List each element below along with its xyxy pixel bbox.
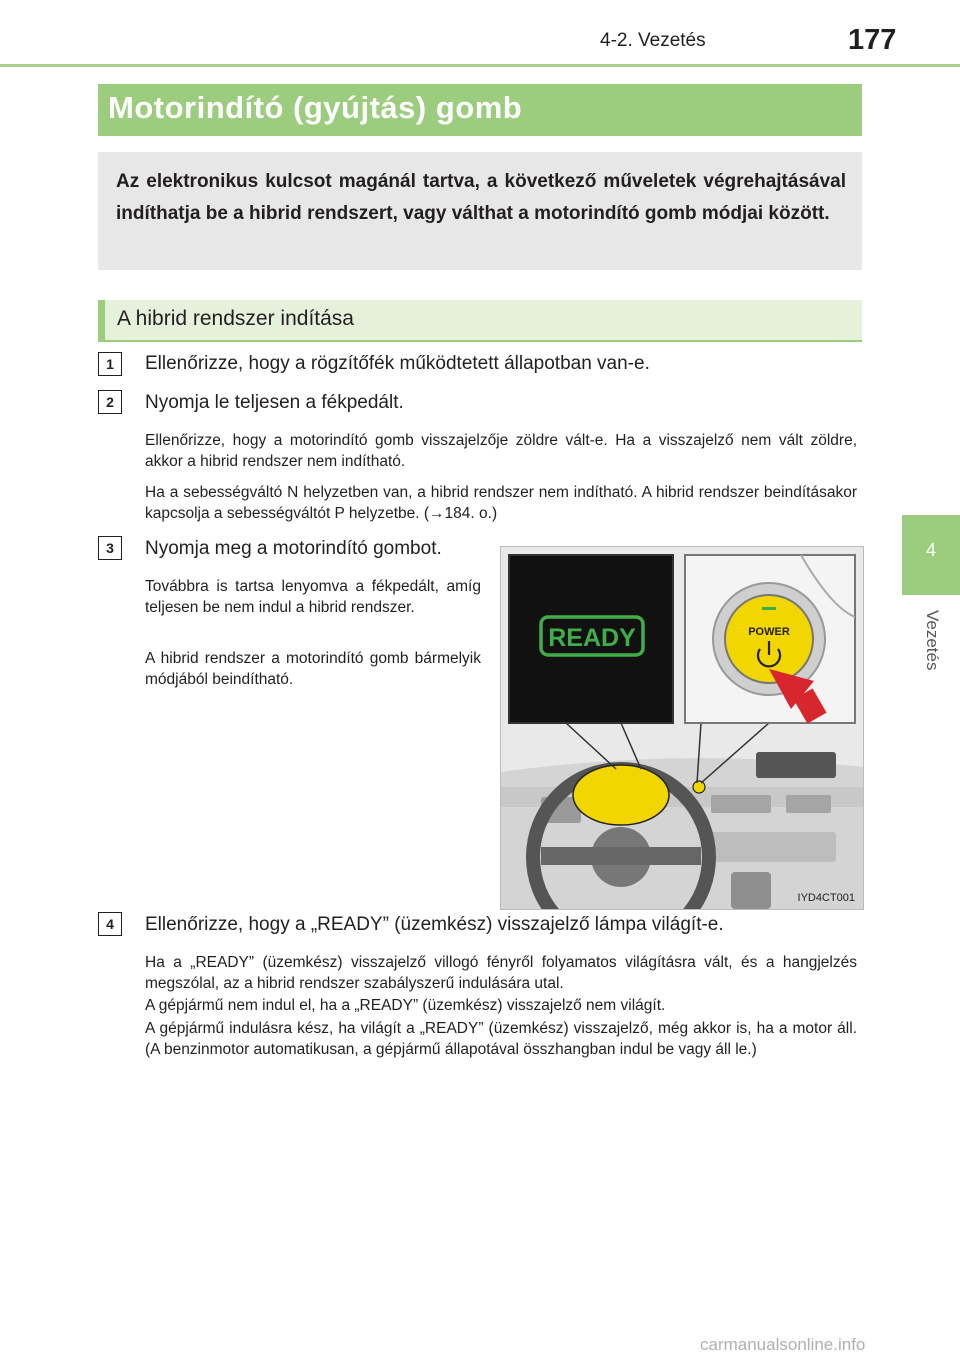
chapter-label-text: Vezetés xyxy=(923,610,942,671)
step-1-text: Ellenőrizze, hogy a rögzítőfék működtetett állapotban van-e. xyxy=(145,353,650,374)
step-4-note-b: A gépjármű nem indul el, ha a „READY” (üzemkész) visszajelző nem világít. xyxy=(145,997,666,1014)
step-number-3: 3 xyxy=(98,536,122,560)
subheading: A hibrid rendszer indítása xyxy=(117,307,354,330)
subheading-accent xyxy=(98,300,105,342)
chapter-number: 4 xyxy=(925,540,936,560)
step-3-text: Nyomja meg a motorindító gombot. xyxy=(145,538,442,559)
step-number-2: 2 xyxy=(98,390,122,414)
step-number-4: 4 xyxy=(98,912,122,936)
step-2-note-a: Ellenőrizze, hogy a motorindító gomb visszajelzője zöldre vált-e. Ha a visszajelző nem vált zöldre, akkor a hibrid rendszer nem indítható. xyxy=(145,432,857,470)
figure-illustration xyxy=(501,547,863,909)
step-4-note-a: Ha a „READY” (üzemkész) visszajelző villogó fényről folyamatos világításra vált, és a hangjelzés megszólal, az a hibrid rendszer szabályszerű indulására utal. xyxy=(145,954,857,992)
ready-indicator-label: READY xyxy=(548,624,636,652)
header-rule xyxy=(0,64,960,67)
step-3-note-a: Továbbra is tartsa lenyomva a fékpedált, amíg teljesen be nem indul a hibrid rendszer. xyxy=(145,578,481,616)
step-2-text: Nyomja le teljesen a fékpedált. xyxy=(145,392,404,413)
step-3-note-b: A hibrid rendszer a motorindító gomb bármelyik módjából beindítható. xyxy=(145,650,481,688)
power-button-label: POWER xyxy=(748,626,790,638)
page-title: Motorindító (gyújtás) gomb xyxy=(108,90,523,125)
step-4-text: Ellenőrizze, hogy a „READY” (üzemkész) visszajelző lámpa világít-e. xyxy=(145,914,724,935)
step-number-1: 1 xyxy=(98,352,122,376)
chapter-label xyxy=(912,610,952,690)
figure-code: IYD4CT001 xyxy=(797,892,855,904)
watermark: carmanualsonline.info xyxy=(700,1335,866,1354)
page-number: 177 xyxy=(848,24,897,56)
step-4-note-c: A gépjármű indulásra kész, ha világít a „READY” (üzemkész) visszajelző, még akkor is, ha a motor áll. (A benzinmotor automatikusan, a gépjármű állapotával összhangban indul be vagy áll le.) xyxy=(145,1020,857,1058)
step-2-note-b: Ha a sebességváltó N helyzetben van, a hibrid rendszer nem indítható. A hibrid rendszer beindításakor kapcsolja a sebességváltót P helyzetbe. (→184. o.) xyxy=(145,484,857,522)
section-title: 4-2. Vezetés xyxy=(600,30,706,51)
power-button-figure xyxy=(500,546,864,910)
intro-text: Az elektronikus kulcsot magánál tartva, a következő műveletek végrehajtásával indíthatja be a hibrid rendszert, vagy válthat a motorindító gomb módjai között. xyxy=(116,171,846,224)
